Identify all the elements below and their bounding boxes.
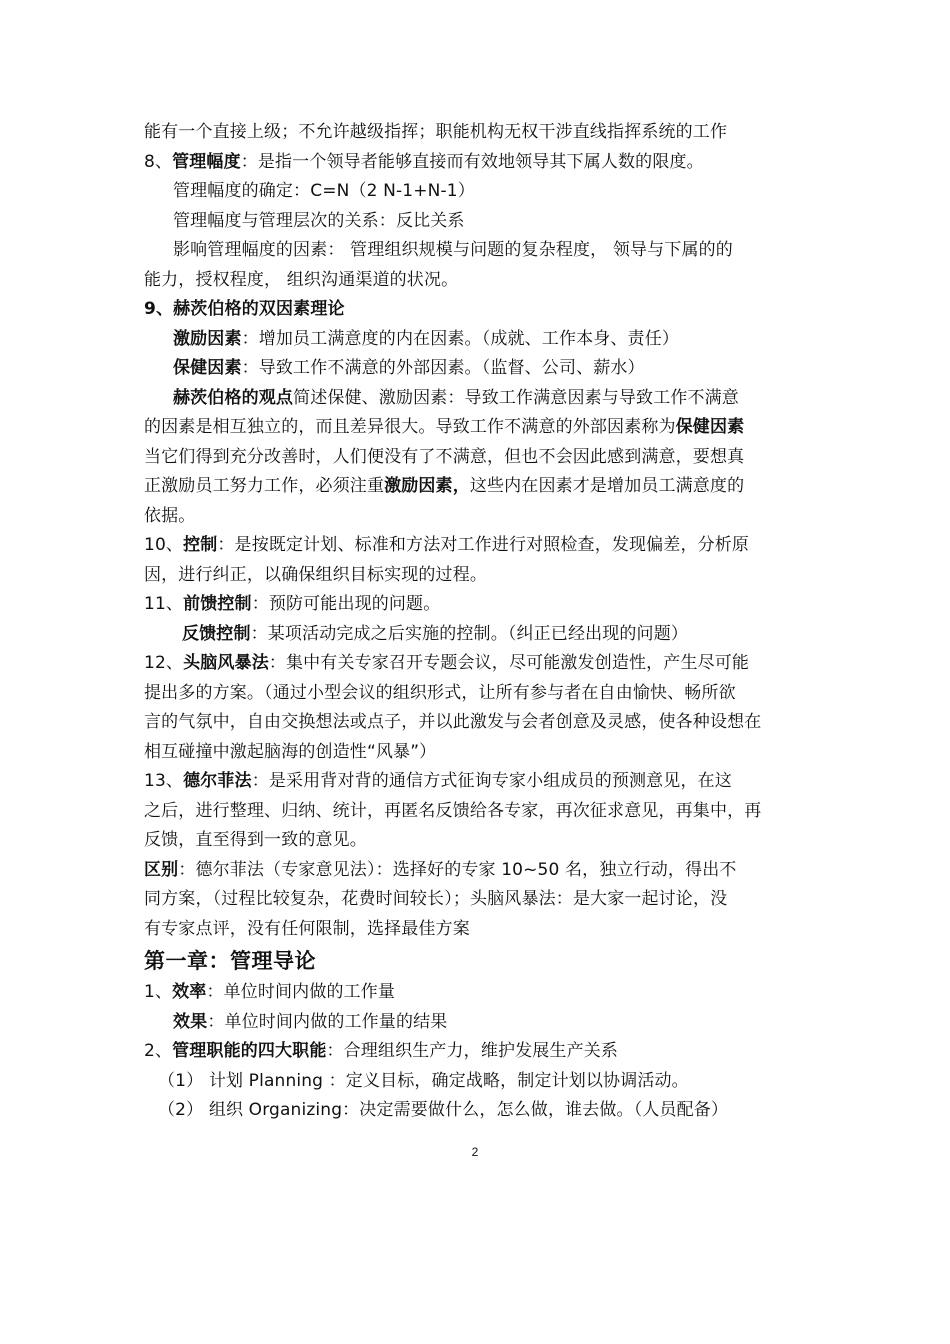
text-line: 影响管理幅度的因素： 管理组织规模与问题的复杂程度， 领导与下属的的 [173,240,733,260]
item-9-heading: 9、赫茨伯格的双因素理论 [144,299,345,319]
text-line: 正激励员工努力工作，必须注重激励因素，这些内在因素才是增加员工满意度的 [144,476,745,496]
text-line: 能力，授权程度， 组织沟通渠道的状况。 [144,269,459,290]
term-motivator: 激励因素 [173,328,242,349]
term-herzberg-view: 赫茨伯格的观点 [173,387,294,408]
text-line: 反馈，直至得到一致的意见。 [144,830,367,850]
document-body [144,118,814,1126]
text-line: 因，进行纠正，以确保组织目标实现的过程。 [144,564,487,585]
item-10-control: 10、控制：是按既定计划、标准和方法对工作进行对照检查，发现偏差，分析原 [144,535,750,555]
term-hygiene-inline: 保健因素 [675,417,745,437]
item-13-delphi: 13、德尔菲法：是采用背对背的通信方式征询专家小组成员的预测意见，在这 [144,771,732,791]
text-line: 有专家点评，没有任何限制，选择最佳方案 [144,918,470,939]
term-feedforward: 前馈控制 [183,594,252,614]
item-1-efficiency: 1、效率：单位时间内做的工作量 [144,982,396,1002]
item-2-four-functions: 2、管理职能的四大职能：合理组织生产力，维护发展生产关系 [144,1041,619,1061]
chapter-heading: 第一章：管理导论 [144,949,316,973]
term-four-functions: 管理职能的四大职能 [172,1041,327,1061]
term-feedback: 反馈控制 [182,623,251,644]
herzberg-view-line: 赫茨伯格的观点简述保健、激励因素：导致工作满意因素与导致工作不满意 [173,387,739,408]
function-organizing: （2） 组织 Organizing：决定需要做什么，怎么做，谁去做。（人员配备） [158,1100,729,1120]
feedback-control-line: 反馈控制：某项活动完成之后实施的控制。（纠正已经出现的问题） [182,623,689,644]
text-line: 依据。 [144,505,196,526]
term-control: 控制 [183,535,218,555]
function-planning: （1） 计划 Planning ：定义目标，确定战略，制定计划以协调活动。 [158,1070,689,1091]
text-line: 能有一个直接上级；不允许越级指挥；职能机构无权干涉直线指挥系统的工作 [144,122,728,142]
term-hygiene: 保健因素 [173,358,242,378]
text-line: 管理幅度与管理层次的关系：反比关系 [173,210,465,231]
text-line: 同方案，（过程比较复杂，花费时间较长）；头脑风暴法：是大家一起讨论，没 [144,889,728,909]
term-delphi: 德尔菲法 [183,771,252,791]
term-effectiveness: 效果 [173,1011,208,1032]
text-line: 提出多的方案。（通过小型会议的组织形式，让所有参与者在自由愉快、畅所欲 [144,682,736,703]
term-efficiency: 效率 [172,982,207,1002]
text-line: 当它们得到充分改善时，人们便没有了不满意，但也不会因此感到满意，要想真 [144,446,745,467]
item-8-management-span: 8、管理幅度：是指一个领导者能够直接而有效地领导其下属人数的限度。 [144,151,704,172]
term-motivator-inline: 激励因素， [384,476,470,496]
term-brainstorming: 头脑风暴法 [183,653,269,673]
effectiveness-line: 效果：单位时间内做的工作量的结果 [173,1011,448,1032]
hygiene-factors-line: 保健因素：导致工作不满意的外部因素。（监督、公司、薪水） [173,358,645,378]
term-difference: 区别 [144,859,179,880]
text-line: 言的气氛中，自由交换想法或点子，并以此激发与会者创意及灵感，使各种设想在 [144,712,762,732]
difference-line: 区别：德尔菲法（专家意见法）：选择好的专家 10~50 名，独立行动，得出不 [144,859,737,880]
text-line: 的因素是相互独立的，而且差异很大。导致工作不满意的外部因素称为保健因素 [144,417,745,437]
text-line: 之后，进行整理、归纳、统计，再匿名反馈给各专家，再次征求意见，再集中，再 [144,800,762,821]
text-line: 相互碰撞中激起脑海的创造性“风暴”） [144,741,437,762]
motivator-factors-line: 激励因素：增加员工满意度的内在因素。（成就、工作本身、责任） [173,328,680,349]
term-management-span: 管理幅度 [172,151,241,172]
text-line: 管理幅度的确定：C=N（2 N-1+N-1） [173,181,475,201]
item-11-feedforward: 11、前馈控制：预防可能出现的问题。 [144,594,441,614]
item-12-brainstorming: 12、头脑风暴法：集中有关专家召开专题会议，尽可能激发创造性，产生尽可能 [144,653,750,673]
page-number: 2 [471,1145,479,1159]
